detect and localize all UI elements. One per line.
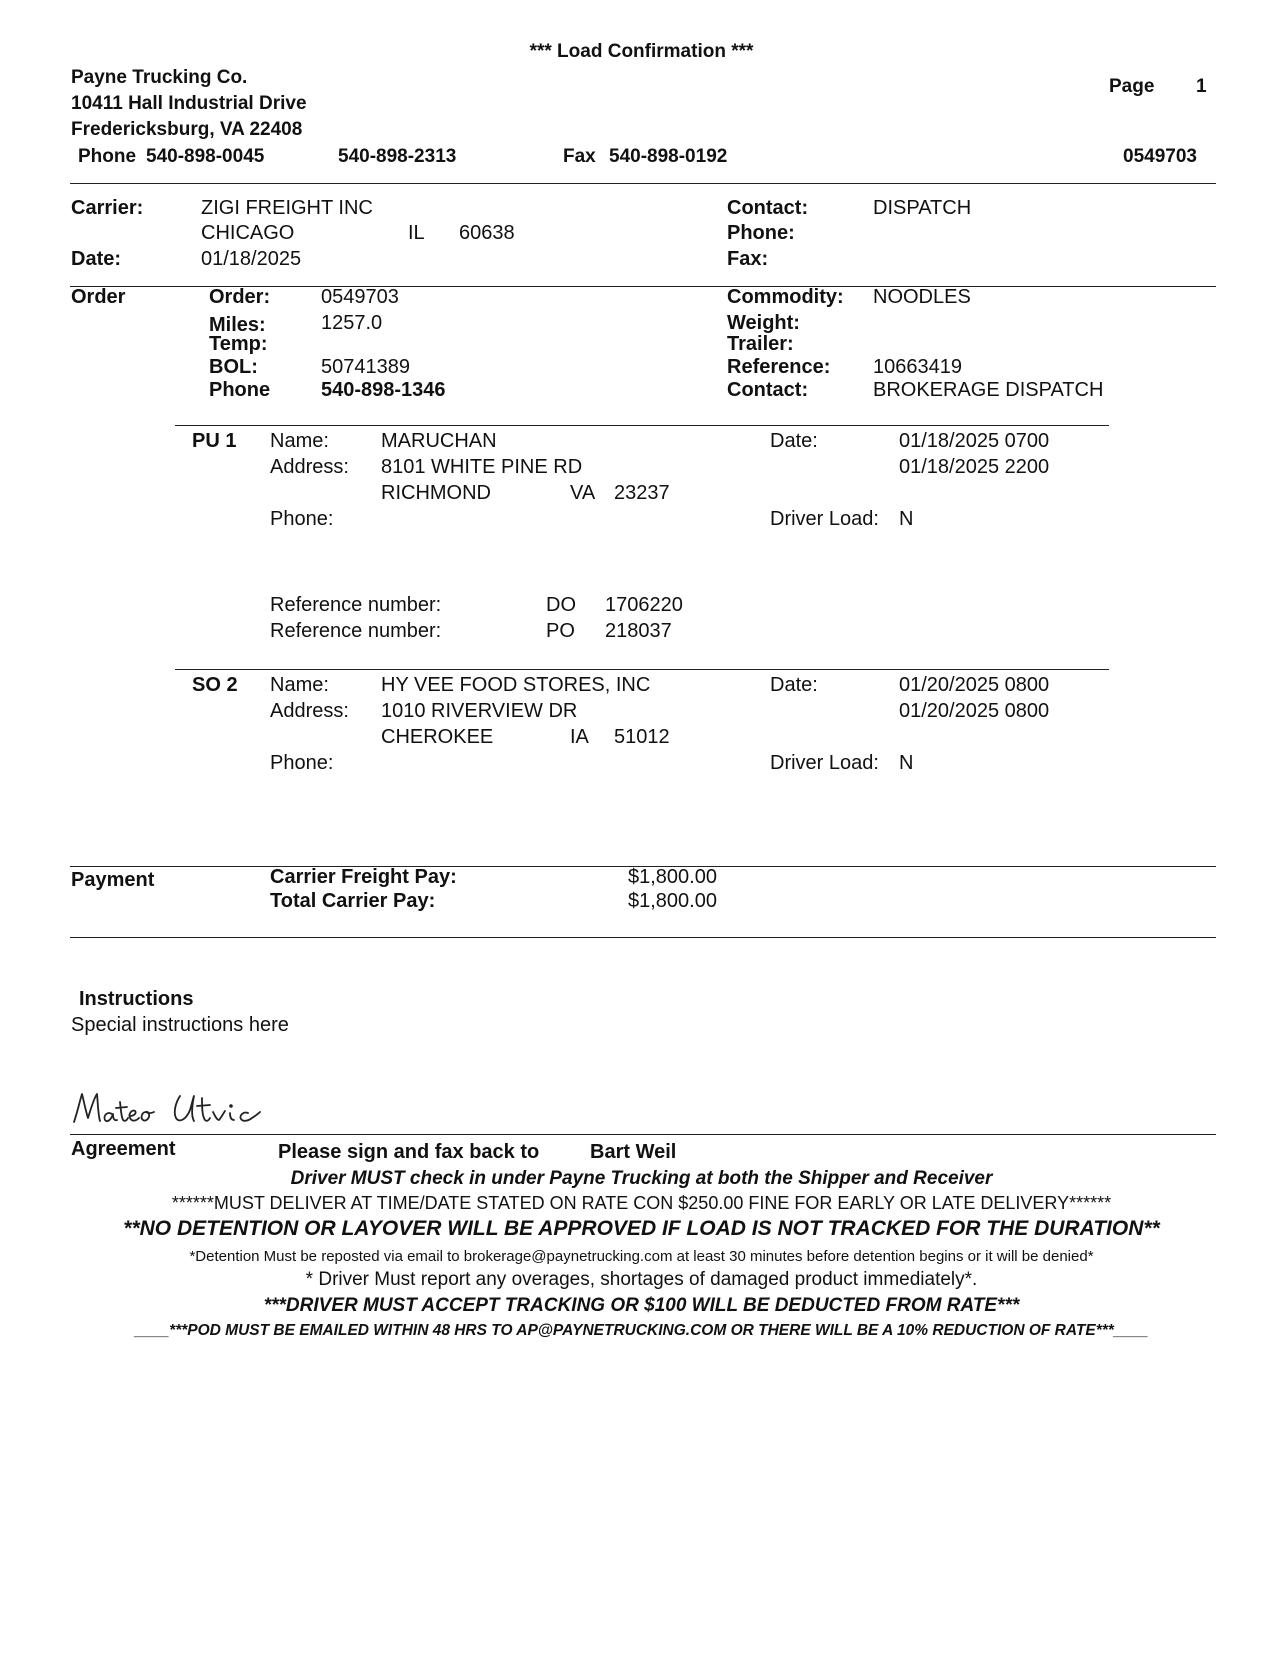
total-pay-label: Total Carrier Pay: <box>270 890 436 912</box>
stop-zip: 51012 <box>614 726 670 748</box>
company-street: 10411 Hall Industrial Drive <box>71 93 307 114</box>
stop-name: HY VEE FOOD STORES, INC <box>381 674 651 696</box>
stop-code: SO 2 <box>192 674 238 696</box>
bol-value: 50741389 <box>321 356 410 378</box>
order-phone-label: Phone <box>209 379 271 401</box>
instructions-text: Special instructions here <box>71 1014 289 1036</box>
carrier-date: 01/18/2025 <box>201 248 302 270</box>
stop-date-label: Date: <box>770 430 818 452</box>
reference-number-label: Reference number: <box>270 594 442 616</box>
order-label: Order: <box>209 286 271 308</box>
divider <box>70 1134 1216 1135</box>
agreement-label: Agreement <box>71 1138 176 1160</box>
carrier-city: CHICAGO <box>201 222 295 244</box>
divider <box>70 183 1216 184</box>
driver-load-value: N <box>899 752 914 774</box>
agreement-line-overages: * Driver Must report any overages, shortages of damaged product immediately*. <box>305 1269 978 1290</box>
sign-recipient: Bart Weil <box>590 1141 677 1163</box>
company-phone2: 540-898-2313 <box>338 146 457 167</box>
freight-pay-label: Carrier Freight Pay: <box>270 866 457 888</box>
company-name: Payne Trucking Co. <box>71 67 248 88</box>
reference-type: DO <box>546 594 576 616</box>
stop-divider <box>175 669 1109 670</box>
agreement-line-detention: **NO DETENTION OR LAYOVER WILL BE APPROVED IF LOAD IS NOT TRACKED FOR THE DURATION** <box>123 1217 1160 1240</box>
stop-phone-label: Phone: <box>270 752 334 774</box>
agreement-line-checkin: Driver MUST check in under Payne Trucking at both the Shipper and Receiver <box>290 1168 993 1189</box>
contact-label: Contact: <box>727 197 809 219</box>
instructions-label: Instructions <box>79 988 194 1010</box>
stop-phone-label: Phone: <box>270 508 334 530</box>
carrier-contact: DISPATCH <box>873 197 972 219</box>
reference-number: 1706220 <box>605 594 683 616</box>
stop-city: CHEROKEE <box>381 726 494 748</box>
agreement-line-delivery: ******MUST DELIVER AT TIME/DATE STATED ON RATE CON $250.00 FINE FOR EARLY OR LATE DELIVERY****** <box>171 1193 1112 1213</box>
company-phone: 540-898-0045 <box>146 146 265 167</box>
driver-load-value: N <box>899 508 914 530</box>
carrier-zip: 60638 <box>459 222 515 244</box>
document-title: *** Load Confirmation *** <box>529 41 754 62</box>
order-contact: BROKERAGE DISPATCH <box>873 379 1104 401</box>
stop-address-label: Address: <box>270 700 349 722</box>
agreement-line-tracking: ***DRIVER MUST ACCEPT TRACKING OR $100 WILL BE DEDUCTED FROM RATE*** <box>263 1295 1020 1316</box>
agreement-line-detention-email: *Detention Must be reposted via email to brokerage@paynetrucking.com at least 30 minutes before detention begins or it will be denied* <box>189 1248 1094 1265</box>
carrier-fax-label: Fax: <box>727 248 769 270</box>
order-number: 0549703 <box>321 286 399 308</box>
driver-load-label: Driver Load: <box>770 752 879 774</box>
carrier-label: Carrier: <box>71 197 144 219</box>
company-city: Fredericksburg, VA 22408 <box>71 119 303 140</box>
stop-name-label: Name: <box>270 430 329 452</box>
stop-address: 1010 RIVERVIEW DR <box>381 700 578 722</box>
reference-value: 10663419 <box>873 356 962 378</box>
reference-number: 218037 <box>605 620 672 642</box>
payment-section-label: Payment <box>71 869 155 891</box>
total-pay-value: $1,800.00 <box>628 890 717 912</box>
sign-instruction: Please sign and fax back to <box>278 1141 540 1163</box>
order-phone: 540-898-1346 <box>321 379 446 401</box>
commodity-value: NOODLES <box>873 286 971 308</box>
stop-divider <box>175 425 1109 426</box>
stop-address: 8101 WHITE PINE RD <box>381 456 583 478</box>
bol-label: BOL: <box>209 356 258 378</box>
stop-city: RICHMOND <box>381 482 491 504</box>
carrier-name: ZIGI FREIGHT INC <box>201 197 373 219</box>
freight-pay-value: $1,800.00 <box>628 866 717 888</box>
stop-date-label: Date: <box>770 674 818 696</box>
signature <box>70 1088 300 1135</box>
stop-date-from: 01/18/2025 0700 <box>899 430 1050 452</box>
weight-label: Weight: <box>727 312 800 334</box>
doc-number: 0549703 <box>1123 146 1197 167</box>
agreement-line-pod: ____***POD MUST BE EMAILED WITHIN 48 HRS TO AP@PAYNETRUCKING.COM OR THERE WILL BE A 10% REDUCTION OF RATE***____ <box>134 1322 1149 1339</box>
reference-number-label: Reference number: <box>270 620 442 642</box>
page-label: Page <box>1109 76 1155 97</box>
stop-date-to: 01/20/2025 0800 <box>899 700 1050 722</box>
company-phone-label: Phone <box>78 146 137 167</box>
commodity-label: Commodity: <box>727 286 844 308</box>
miles-value: 1257.0 <box>321 312 383 334</box>
miles-label: Miles: <box>209 314 266 336</box>
date-label: Date: <box>71 248 122 270</box>
trailer-label: Trailer: <box>727 333 794 355</box>
reference-type: PO <box>546 620 575 642</box>
carrier-state: IL <box>408 222 425 244</box>
stop-code: PU 1 <box>192 430 237 452</box>
page-number: 1 <box>1196 76 1207 97</box>
company-fax: 540-898-0192 <box>609 146 728 167</box>
stop-zip: 23237 <box>614 482 670 504</box>
stop-name-label: Name: <box>270 674 329 696</box>
temp-label: Temp: <box>209 333 268 355</box>
stop-state: IA <box>570 726 589 748</box>
driver-load-label: Driver Load: <box>770 508 879 530</box>
carrier-phone-label: Phone: <box>727 222 795 244</box>
stop-date-from: 01/20/2025 0800 <box>899 674 1050 696</box>
divider <box>70 937 1216 938</box>
order-section-label: Order <box>71 286 126 308</box>
stop-date-to: 01/18/2025 2200 <box>899 456 1050 478</box>
stop-state: VA <box>570 482 596 504</box>
company-fax-label: Fax <box>563 146 596 167</box>
stop-address-label: Address: <box>270 456 349 478</box>
stop-name: MARUCHAN <box>381 430 497 452</box>
reference-label: Reference: <box>727 356 831 378</box>
order-contact-label: Contact: <box>727 379 809 401</box>
